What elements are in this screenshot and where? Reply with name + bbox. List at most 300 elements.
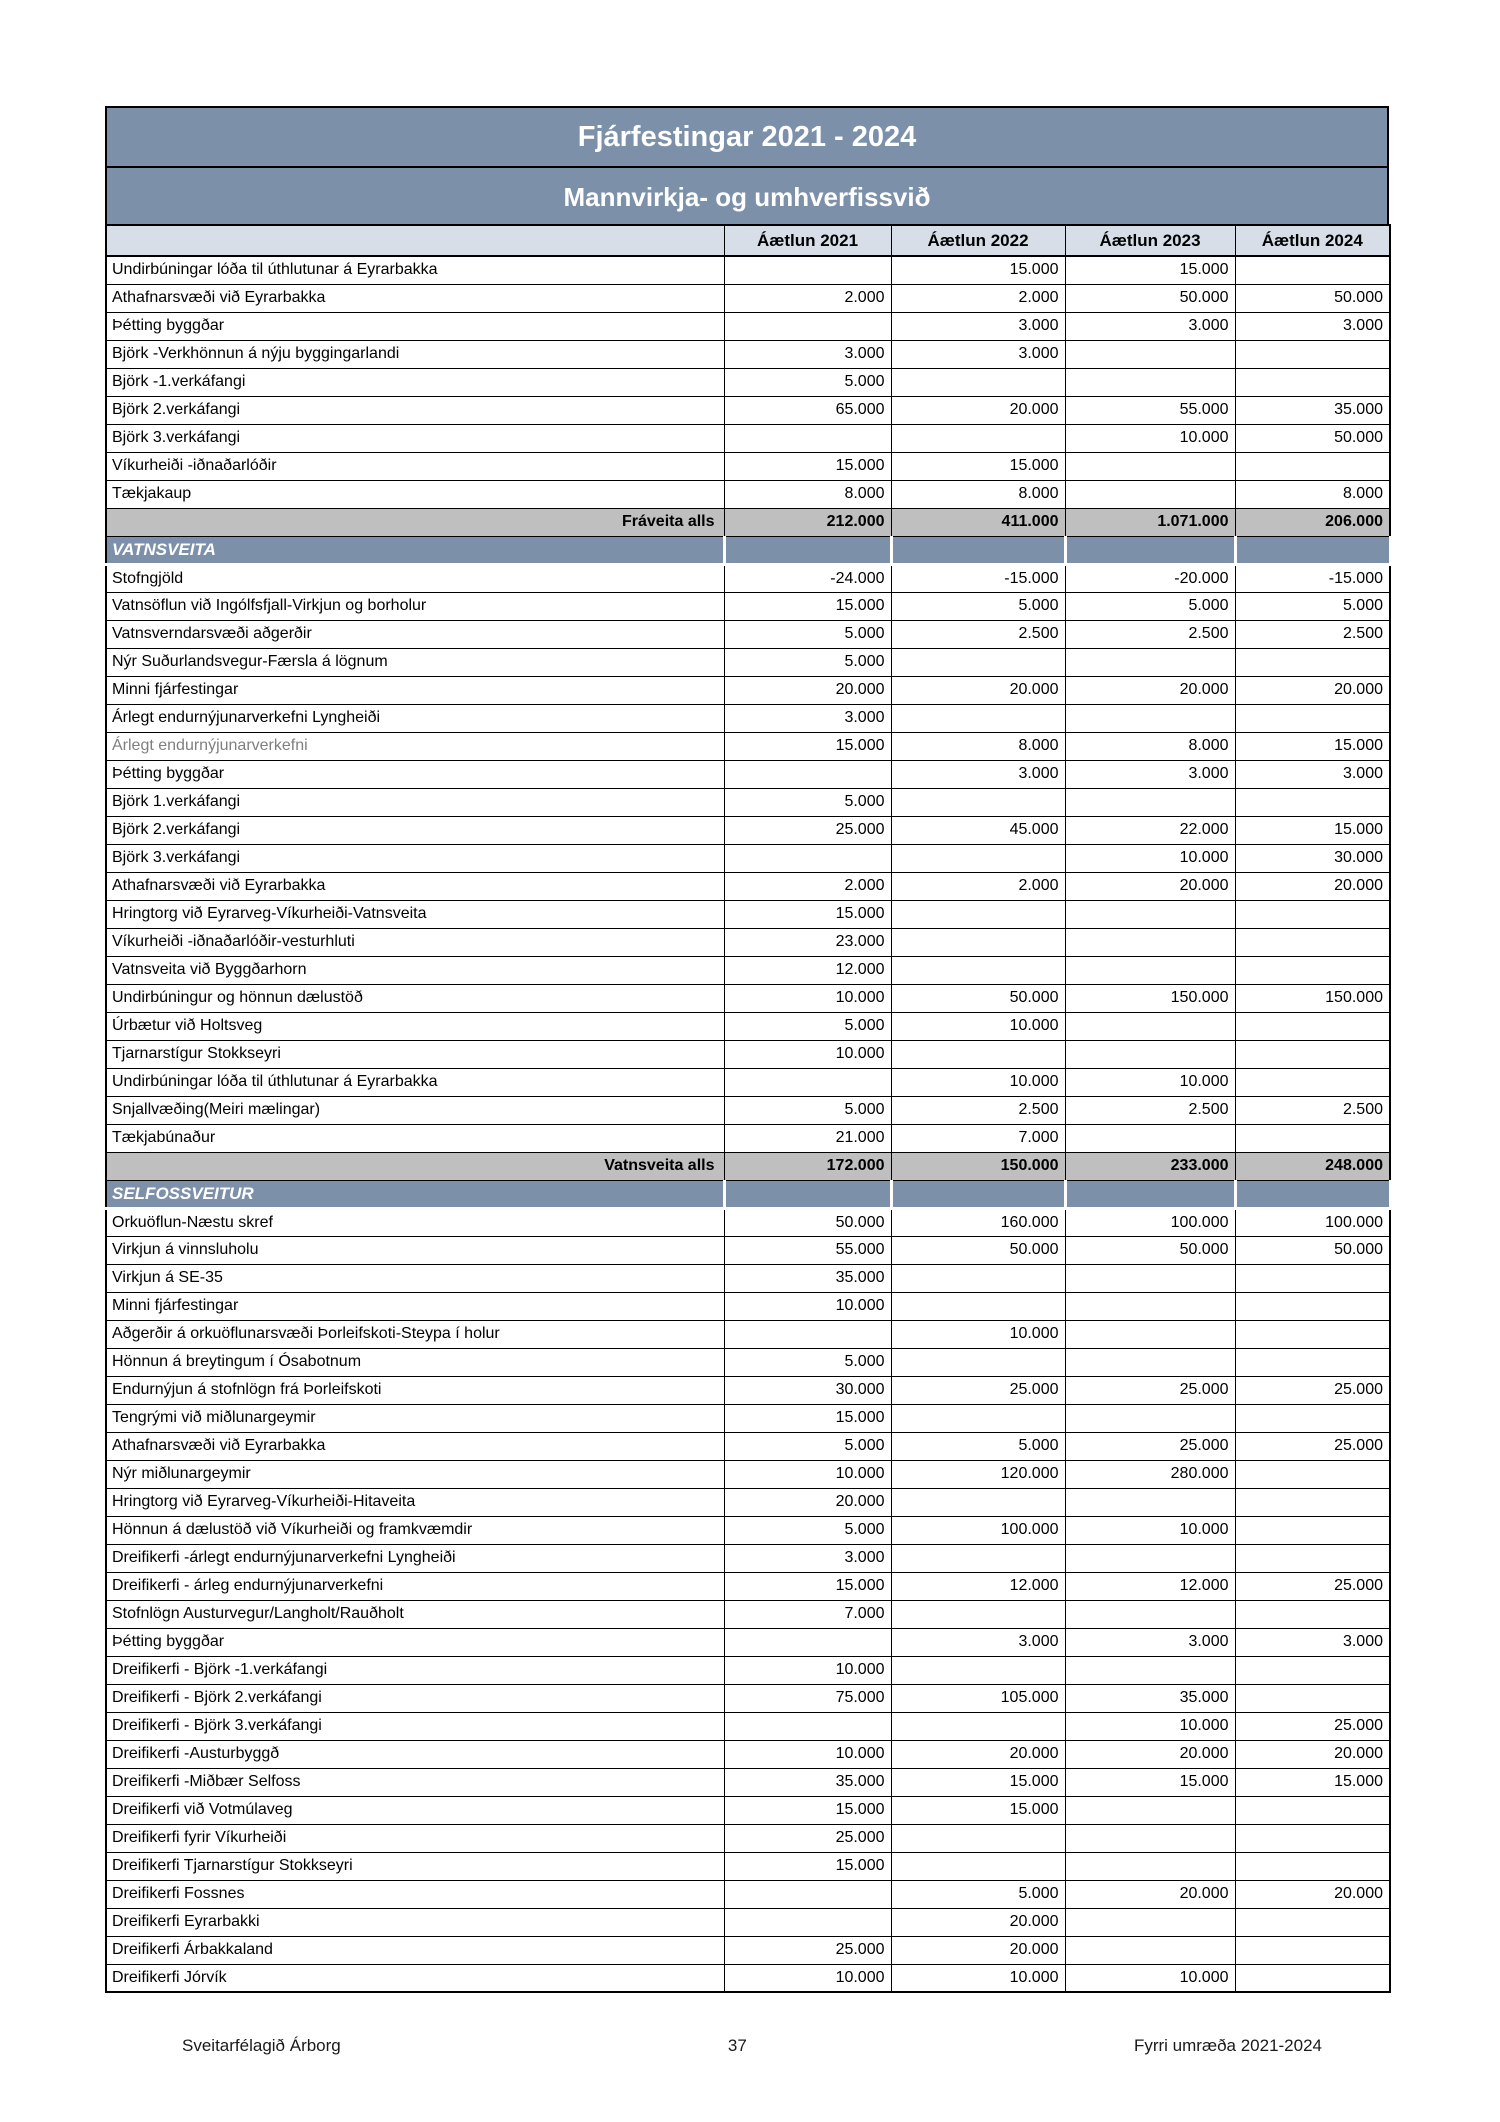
table-row — [106, 396, 1390, 424]
value-cell: 5.000 — [891, 1432, 1065, 1460]
value-cell: 65.000 — [724, 396, 891, 424]
value-cell: 2.500 — [1235, 1096, 1390, 1124]
value-cell: 3.000 — [1235, 760, 1390, 788]
document-title: Fjárfestingar 2021 - 2024 — [105, 106, 1389, 166]
value-cell: 15.000 — [724, 1572, 891, 1600]
value-cell — [891, 1180, 1065, 1208]
table-row — [106, 620, 1390, 648]
table-row — [106, 1544, 1390, 1572]
row-label: SELFOSSVEITUR — [106, 1180, 724, 1208]
value-cell: 50.000 — [891, 1236, 1065, 1264]
value-cell — [1065, 368, 1235, 396]
value-cell: 7.000 — [724, 1600, 891, 1628]
row-label: Dreifikerfi - Björk -1.verkáfangi — [106, 1656, 724, 1684]
value-cell: 20.000 — [1065, 1740, 1235, 1768]
value-cell — [891, 1712, 1065, 1740]
value-cell: 15.000 — [724, 1404, 891, 1432]
row-label: Dreifikerfi fyrir Víkurheiði — [106, 1824, 724, 1852]
value-cell: 15.000 — [1065, 1768, 1235, 1796]
value-cell — [1235, 1796, 1390, 1824]
value-cell — [1235, 1684, 1390, 1712]
value-cell — [891, 1824, 1065, 1852]
value-cell: 25.000 — [1235, 1572, 1390, 1600]
row-label: VATNSVEITA — [106, 536, 724, 564]
table-row — [106, 1264, 1390, 1292]
value-cell: 10.000 — [1065, 424, 1235, 452]
row-label: Björk 3.verkáfangi — [106, 844, 724, 872]
value-cell: 3.000 — [724, 704, 891, 732]
value-cell: 206.000 — [1235, 508, 1390, 536]
value-cell: 15.000 — [724, 732, 891, 760]
row-label: Virkjun á vinnsluholu — [106, 1236, 724, 1264]
value-cell: 8.000 — [891, 480, 1065, 508]
value-cell: 15.000 — [724, 452, 891, 480]
value-cell: 10.000 — [1065, 844, 1235, 872]
value-cell: 25.000 — [1235, 1376, 1390, 1404]
row-label: Fráveita alls — [106, 508, 724, 536]
value-cell: 5.000 — [724, 1516, 891, 1544]
value-cell: 8.000 — [891, 732, 1065, 760]
value-cell — [724, 1180, 891, 1208]
table-row — [106, 1320, 1390, 1348]
value-cell: 21.000 — [724, 1124, 891, 1152]
label-column-header — [106, 225, 724, 256]
value-cell: 2.000 — [724, 872, 891, 900]
row-label: Nýr miðlunargeymir — [106, 1460, 724, 1488]
value-cell: 212.000 — [724, 508, 891, 536]
value-cell: 15.000 — [1235, 816, 1390, 844]
value-cell — [1235, 1656, 1390, 1684]
value-cell — [891, 1040, 1065, 1068]
footer-organization: Sveitarfélagið Árborg — [182, 2036, 341, 2055]
value-cell: 25.000 — [724, 816, 891, 844]
value-cell: 10.000 — [724, 1656, 891, 1684]
value-cell: 3.000 — [1235, 1628, 1390, 1656]
value-cell: 10.000 — [891, 1068, 1065, 1096]
value-cell: 50.000 — [1235, 424, 1390, 452]
table-row — [106, 1572, 1390, 1600]
row-label: Björk 1.verkáfangi — [106, 788, 724, 816]
footer-document-stage: Fyrri umræða 2021-2024 — [1133, 2036, 1322, 2055]
table-row — [106, 900, 1390, 928]
value-cell — [724, 1908, 891, 1936]
value-cell — [1065, 1796, 1235, 1824]
table-row — [106, 1460, 1390, 1488]
value-cell — [1235, 788, 1390, 816]
value-cell: 100.000 — [891, 1516, 1065, 1544]
value-cell: 5.000 — [724, 1096, 891, 1124]
value-cell — [1235, 452, 1390, 480]
value-cell: 280.000 — [1065, 1460, 1235, 1488]
row-label: Árlegt endurnýjunarverkefni — [106, 732, 724, 760]
row-label: Dreifikerfi Jórvík — [106, 1964, 724, 1992]
row-label: Dreifikerfi Eyrarbakki — [106, 1908, 724, 1936]
value-cell: 12.000 — [1065, 1572, 1235, 1600]
investment-table-body — [106, 256, 1390, 1992]
row-label: Hringtorg við Eyrarveg-Víkurheiði-Vatnsveita — [106, 900, 724, 928]
value-cell: 5.000 — [724, 1348, 891, 1376]
value-cell: 5.000 — [724, 788, 891, 816]
value-cell: 10.000 — [1065, 1712, 1235, 1740]
value-cell — [1065, 1264, 1235, 1292]
row-label: Björk -1.verkáfangi — [106, 368, 724, 396]
value-cell — [1065, 788, 1235, 816]
value-cell: 233.000 — [1065, 1152, 1235, 1180]
row-label: Tækjabúnaður — [106, 1124, 724, 1152]
value-cell — [891, 1852, 1065, 1880]
value-cell: 20.000 — [1235, 872, 1390, 900]
table-row — [106, 256, 1390, 284]
table-row — [106, 788, 1390, 816]
value-cell — [1065, 1656, 1235, 1684]
table-row — [106, 1292, 1390, 1320]
column-header-row — [106, 225, 1390, 256]
value-cell — [1065, 1292, 1235, 1320]
value-cell: 20.000 — [1235, 1740, 1390, 1768]
table-row — [106, 1236, 1390, 1264]
value-cell: 15.000 — [1235, 1768, 1390, 1796]
value-cell: 3.000 — [891, 340, 1065, 368]
row-label: Björk -Verkhönnun á nýju byggingarlandi — [106, 340, 724, 368]
value-cell — [724, 844, 891, 872]
table-row — [106, 1012, 1390, 1040]
row-label: Tækjakaup — [106, 480, 724, 508]
value-cell — [1065, 928, 1235, 956]
table-row — [106, 872, 1390, 900]
value-cell: 25.000 — [724, 1824, 891, 1852]
value-cell — [724, 1068, 891, 1096]
value-cell: 5.000 — [891, 592, 1065, 620]
value-cell: 5.000 — [724, 648, 891, 676]
row-label: Athafnarsvæði við Eyrarbakka — [106, 1432, 724, 1460]
footer-page-number: 37 — [727, 2036, 747, 2055]
value-cell: 15.000 — [891, 256, 1065, 284]
row-label: Snjallvæðing(Meiri mælingar) — [106, 1096, 724, 1124]
value-cell — [1235, 256, 1390, 284]
row-label: Aðgerðir á orkuöflunarsvæði Þorleifskoti-Steypa í holur — [106, 1320, 724, 1348]
value-cell — [1065, 452, 1235, 480]
value-cell — [891, 1488, 1065, 1516]
table-row — [106, 1488, 1390, 1516]
value-cell: 20.000 — [1065, 1880, 1235, 1908]
row-label: Dreifikerfi -Austurbyggð — [106, 1740, 724, 1768]
value-cell: 2.000 — [891, 872, 1065, 900]
value-cell — [891, 1348, 1065, 1376]
value-cell: -24.000 — [724, 564, 891, 592]
value-cell: 105.000 — [891, 1684, 1065, 1712]
value-cell — [891, 368, 1065, 396]
table-row — [106, 844, 1390, 872]
value-cell — [1235, 1516, 1390, 1544]
value-cell — [1065, 1544, 1235, 1572]
row-label: Þétting byggðar — [106, 1628, 724, 1656]
value-cell: 15.000 — [1235, 732, 1390, 760]
table-row — [106, 704, 1390, 732]
value-cell: 20.000 — [1235, 1880, 1390, 1908]
table-row — [106, 424, 1390, 452]
value-cell: 35.000 — [1065, 1684, 1235, 1712]
row-label: Undirbúningar lóða til úthlutunar á Eyrarbakka — [106, 256, 724, 284]
table-row — [106, 760, 1390, 788]
value-cell — [1065, 1936, 1235, 1964]
value-cell: 15.000 — [724, 1852, 891, 1880]
value-cell: 2.500 — [891, 620, 1065, 648]
value-cell: 22.000 — [1065, 816, 1235, 844]
value-cell — [724, 1628, 891, 1656]
value-cell — [724, 1320, 891, 1348]
table-row — [106, 368, 1390, 396]
value-cell — [724, 536, 891, 564]
value-cell: 10.000 — [724, 1740, 891, 1768]
table-row — [106, 1096, 1390, 1124]
table-row — [106, 340, 1390, 368]
value-cell: 3.000 — [891, 760, 1065, 788]
value-cell: 23.000 — [724, 928, 891, 956]
total-row — [106, 508, 1390, 536]
row-label: Víkurheiði -iðnaðarlóðir — [106, 452, 724, 480]
value-cell — [1235, 1040, 1390, 1068]
value-cell: 3.000 — [724, 1544, 891, 1572]
row-label: Dreifikerfi -Miðbær Selfoss — [106, 1768, 724, 1796]
value-cell — [1235, 956, 1390, 984]
row-label: Endurnýjun á stofnlögn frá Þorleifskoti — [106, 1376, 724, 1404]
value-cell: 10.000 — [1065, 1964, 1235, 1992]
value-cell — [1235, 1348, 1390, 1376]
table-row — [106, 1432, 1390, 1460]
value-cell: 25.000 — [724, 1936, 891, 1964]
value-cell — [1235, 1936, 1390, 1964]
value-cell — [1235, 1488, 1390, 1516]
value-cell — [891, 1544, 1065, 1572]
value-cell: 3.000 — [891, 312, 1065, 340]
row-label: Dreifikerfi við Votmúlaveg — [106, 1796, 724, 1824]
row-label: Björk 2.verkáfangi — [106, 816, 724, 844]
value-cell: 50.000 — [1065, 284, 1235, 312]
value-cell: 2.500 — [891, 1096, 1065, 1124]
value-cell: 2.500 — [1065, 1096, 1235, 1124]
value-cell: 20.000 — [891, 1908, 1065, 1936]
document-subtitle: Mannvirkja- og umhverfissvið — [105, 166, 1389, 224]
row-label: Athafnarsvæði við Eyrarbakka — [106, 872, 724, 900]
row-label: Dreifikerfi - árleg endurnýjunarverkefni — [106, 1572, 724, 1600]
value-cell: 3.000 — [1235, 312, 1390, 340]
value-cell: 15.000 — [891, 1796, 1065, 1824]
value-cell — [1235, 1460, 1390, 1488]
value-cell: 50.000 — [1065, 1236, 1235, 1264]
value-cell: 3.000 — [1065, 1628, 1235, 1656]
row-label: Vatnsverndarsvæði aðgerðir — [106, 620, 724, 648]
value-cell — [1235, 1404, 1390, 1432]
value-cell — [724, 760, 891, 788]
value-cell: 100.000 — [1065, 1208, 1235, 1236]
row-label: Þétting byggðar — [106, 312, 724, 340]
value-cell: 20.000 — [891, 1740, 1065, 1768]
value-cell: 10.000 — [724, 1292, 891, 1320]
table-row — [106, 676, 1390, 704]
value-cell — [891, 956, 1065, 984]
column-header-2023: Áætlun 2023 — [1065, 225, 1235, 256]
value-cell: 20.000 — [1065, 676, 1235, 704]
row-label: Virkjun á SE-35 — [106, 1264, 724, 1292]
value-cell: 1.071.000 — [1065, 508, 1235, 536]
value-cell: 3.000 — [1065, 760, 1235, 788]
value-cell — [891, 1404, 1065, 1432]
row-label: Árlegt endurnýjunarverkefni Lyngheiði — [106, 704, 724, 732]
table-row — [106, 1376, 1390, 1404]
row-label: Minni fjárfestingar — [106, 1292, 724, 1320]
value-cell — [891, 704, 1065, 732]
row-label: Víkurheiði -iðnaðarlóðir-vesturhluti — [106, 928, 724, 956]
table-row — [106, 1852, 1390, 1880]
value-cell: 15.000 — [891, 452, 1065, 480]
value-cell — [1235, 1600, 1390, 1628]
value-cell: 5.000 — [724, 1432, 891, 1460]
value-cell: 10.000 — [724, 1460, 891, 1488]
value-cell: 15.000 — [1065, 256, 1235, 284]
value-cell — [891, 900, 1065, 928]
value-cell — [1065, 1124, 1235, 1152]
value-cell: 100.000 — [1235, 1208, 1390, 1236]
table-row — [106, 1880, 1390, 1908]
value-cell — [1235, 900, 1390, 928]
value-cell — [891, 788, 1065, 816]
table-row — [106, 1936, 1390, 1964]
value-cell: 8.000 — [1235, 480, 1390, 508]
row-label: Vatnsveita við Byggðarhorn — [106, 956, 724, 984]
value-cell: 150.000 — [1235, 984, 1390, 1012]
value-cell — [1235, 1320, 1390, 1348]
table-row — [106, 1796, 1390, 1824]
value-cell: 20.000 — [891, 676, 1065, 704]
value-cell: 10.000 — [891, 1320, 1065, 1348]
value-cell: 35.000 — [724, 1264, 891, 1292]
value-cell: 25.000 — [1065, 1432, 1235, 1460]
table-row — [106, 1768, 1390, 1796]
value-cell — [1065, 900, 1235, 928]
value-cell: 12.000 — [724, 956, 891, 984]
value-cell: 20.000 — [1235, 676, 1390, 704]
table-row — [106, 1712, 1390, 1740]
row-label: Dreifikerfi -árlegt endurnýjunarverkefni Lyngheiði — [106, 1544, 724, 1572]
table-row — [106, 284, 1390, 312]
row-label: Stofnlögn Austurvegur/Langholt/Rauðholt — [106, 1600, 724, 1628]
row-label: Hönnun á dælustöð við Víkurheiði og framkvæmdir — [106, 1516, 724, 1544]
value-cell — [1235, 340, 1390, 368]
value-cell — [891, 928, 1065, 956]
value-cell: 20.000 — [891, 396, 1065, 424]
value-cell: 5.000 — [1235, 592, 1390, 620]
value-cell — [724, 424, 891, 452]
table-row — [106, 480, 1390, 508]
value-cell: 10.000 — [891, 1012, 1065, 1040]
value-cell: 8.000 — [724, 480, 891, 508]
row-label: Dreifikerfi Fossnes — [106, 1880, 724, 1908]
column-header-2022: Áætlun 2022 — [891, 225, 1065, 256]
value-cell — [1065, 340, 1235, 368]
value-cell — [891, 844, 1065, 872]
value-cell: 25.000 — [1235, 1432, 1390, 1460]
value-cell: 75.000 — [724, 1684, 891, 1712]
value-cell: 5.000 — [891, 1880, 1065, 1908]
table-row — [106, 1628, 1390, 1656]
value-cell: 160.000 — [891, 1208, 1065, 1236]
value-cell — [1235, 704, 1390, 732]
value-cell — [1065, 1040, 1235, 1068]
row-label: Hringtorg við Eyrarveg-Víkurheiði-Hitaveita — [106, 1488, 724, 1516]
value-cell: 2.500 — [1065, 620, 1235, 648]
value-cell — [1235, 928, 1390, 956]
value-cell — [1235, 1180, 1390, 1208]
value-cell: 15.000 — [724, 592, 891, 620]
row-label: Vatnsveita alls — [106, 1152, 724, 1180]
value-cell: 3.000 — [1065, 312, 1235, 340]
value-cell — [891, 1292, 1065, 1320]
value-cell — [1065, 1180, 1235, 1208]
value-cell: 10.000 — [724, 1040, 891, 1068]
value-cell: 50.000 — [724, 1208, 891, 1236]
table-row — [106, 1068, 1390, 1096]
row-label: Stofngjöld — [106, 564, 724, 592]
investment-table — [105, 224, 1392, 1993]
page-footer — [182, 2036, 1322, 2056]
table-row — [106, 1964, 1390, 1992]
table-row — [106, 1656, 1390, 1684]
value-cell — [1235, 1908, 1390, 1936]
value-cell — [724, 312, 891, 340]
value-cell: -20.000 — [1065, 564, 1235, 592]
value-cell — [1065, 1404, 1235, 1432]
row-label: Tjarnarstígur Stokkseyri — [106, 1040, 724, 1068]
value-cell: 20.000 — [891, 1936, 1065, 1964]
value-cell: 50.000 — [1235, 284, 1390, 312]
row-label: Björk 3.verkáfangi — [106, 424, 724, 452]
value-cell: 5.000 — [1065, 592, 1235, 620]
row-label: Undirbúningur og hönnun dælustöð — [106, 984, 724, 1012]
table-row — [106, 1040, 1390, 1068]
row-label: Vatnsöflun við Ingólfsfjall-Virkjun og borholur — [106, 592, 724, 620]
value-cell — [1235, 368, 1390, 396]
value-cell — [724, 256, 891, 284]
table-row — [106, 1404, 1390, 1432]
value-cell: 120.000 — [891, 1460, 1065, 1488]
value-cell — [1065, 536, 1235, 564]
value-cell — [1065, 1824, 1235, 1852]
value-cell: 172.000 — [724, 1152, 891, 1180]
value-cell — [891, 1656, 1065, 1684]
value-cell — [1235, 536, 1390, 564]
value-cell: 55.000 — [1065, 396, 1235, 424]
value-cell — [1235, 1124, 1390, 1152]
value-cell: 15.000 — [891, 1768, 1065, 1796]
value-cell — [1065, 956, 1235, 984]
value-cell — [1235, 1824, 1390, 1852]
value-cell — [1235, 1852, 1390, 1880]
value-cell — [1065, 1600, 1235, 1628]
value-cell: 5.000 — [724, 1012, 891, 1040]
row-label: Björk 2.verkáfangi — [106, 396, 724, 424]
value-cell — [724, 1880, 891, 1908]
value-cell: 10.000 — [1065, 1516, 1235, 1544]
row-label: Athafnarsvæði við Eyrarbakka — [106, 284, 724, 312]
value-cell: 3.000 — [724, 340, 891, 368]
value-cell: 30.000 — [1235, 844, 1390, 872]
table-row — [106, 732, 1390, 760]
value-cell — [1235, 1292, 1390, 1320]
value-cell: 15.000 — [724, 1796, 891, 1824]
value-cell — [1065, 704, 1235, 732]
row-label: Dreifikerfi Tjarnarstígur Stokkseyri — [106, 1852, 724, 1880]
row-label: Undirbúningar lóða til úthlutunar á Eyrarbakka — [106, 1068, 724, 1096]
